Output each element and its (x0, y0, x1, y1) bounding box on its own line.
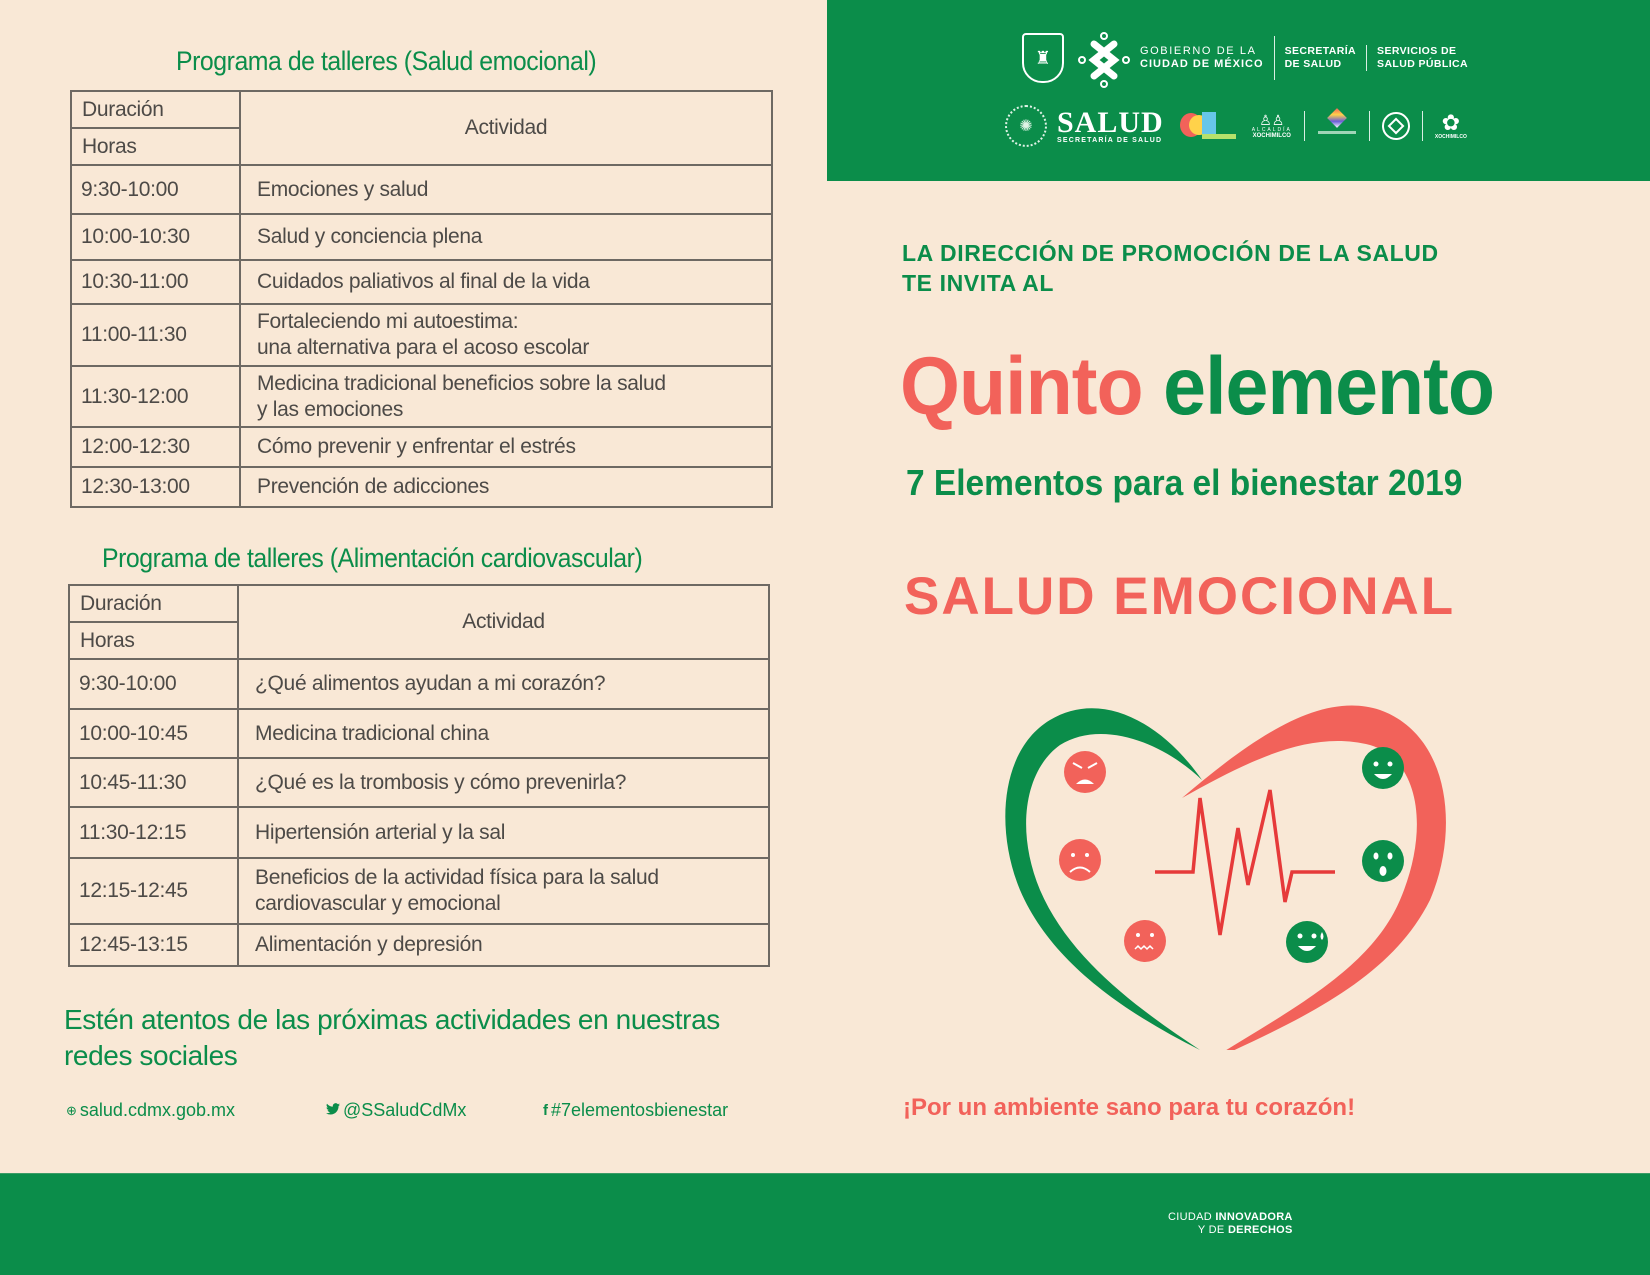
schedule-table-cardiovascular (68, 584, 770, 967)
activity-line: Prevención de adicciones (257, 475, 490, 498)
table-row (69, 659, 769, 709)
header-duration: Duración (71, 91, 240, 128)
schedule-table-emotional (70, 90, 773, 508)
activity-line: ¿Qué alimentos ayudan a mi corazón? (255, 672, 606, 695)
table-row (71, 467, 772, 507)
activity-line: Fortaleciendo mi autoestima: (257, 310, 519, 333)
table-header-row (69, 585, 769, 622)
table-row (71, 427, 772, 467)
website-label: salud.cdmx.gob.mx (79, 1100, 235, 1120)
fruit-program-logo-icon (1180, 109, 1236, 143)
twitter-link[interactable] (326, 1100, 466, 1121)
activity-line: Alimentación y depresión (255, 933, 483, 956)
facebook-hashtag: #7elementosbienestar (551, 1100, 729, 1120)
divider (1274, 36, 1275, 80)
activity-line: ¿Qué es la trombosis y cómo prevenirla? (255, 770, 627, 794)
table-row (71, 366, 772, 427)
activity-line: Cómo prevenir y enfrentar el estrés (257, 435, 576, 458)
activity-line: y las emociones (257, 397, 404, 421)
secretaria-salud-text: SECRETARÍA DE SALUD (1284, 45, 1357, 70)
heartbeat-pulse-line (1155, 790, 1335, 935)
activity-line: Salud y conciencia plena (257, 225, 483, 248)
activity-line: Medicina tradicional beneficios sobre la salud (257, 371, 666, 395)
nervous-face-icon (1124, 920, 1166, 962)
table-row (71, 165, 772, 214)
table1-title: Programa de talleres (Salud emocional) (176, 46, 597, 76)
table-row (69, 709, 769, 758)
activity-line: Medicina tradicional china (255, 721, 489, 745)
activity-cell (238, 709, 769, 758)
activity-line: Emociones y salud (257, 177, 429, 201)
alcaldia-icon: ♙♙ (1259, 112, 1285, 128)
header-logo-band (827, 0, 1650, 181)
alcaldia-xochimilco-logo: ♙♙ ALCALDÍA XOCHIMILCO (1251, 112, 1292, 139)
globe-icon: ⊕ (66, 1102, 77, 1118)
time-cell: 10:30-11:00 (71, 260, 240, 304)
table-row (71, 214, 772, 260)
heritage-city-logo-icon (1317, 111, 1357, 141)
table2-title: Programa de talleres (Alimentación cardiovascular) (102, 543, 643, 573)
divider (1369, 111, 1370, 141)
time-cell: 10:00-10:30 (71, 214, 240, 260)
activity-line: cardiovascular y emocional (255, 892, 501, 915)
time-cell: 10:00-10:45 (69, 709, 238, 758)
time-cell: 12:30-13:00 (71, 467, 240, 507)
table-row (69, 924, 769, 966)
activity-cell (240, 304, 772, 366)
time-cell: 9:30-10:00 (69, 659, 238, 709)
website-link[interactable] (66, 1100, 235, 1121)
table-row (69, 858, 769, 924)
activity-cell (238, 924, 769, 966)
divider (1304, 111, 1305, 141)
servicios-salud-text: SERVICIOS DE SALUD PÚBLICA (1377, 45, 1468, 70)
time-cell: 11:30-12:15 (69, 807, 238, 858)
activity-line: Hipertensión arterial y la sal (255, 820, 506, 844)
angry-face-icon (1064, 751, 1106, 793)
activity-line: Beneficios de la actividad física para la salud (255, 866, 659, 889)
footer-tagline: CIUDAD INNOVADORA Y DE DERECHOS (1168, 1211, 1293, 1236)
invitation-heading: LA DIRECCIÓN DE PROMOCIÓN DE LA SALUD TE INVITA AL (902, 240, 1439, 296)
activity-cell (240, 366, 772, 427)
table-row (71, 260, 772, 304)
header-hours: Horas (69, 622, 238, 659)
cdmx-shield-icon: ♜ (1022, 33, 1064, 83)
event-subtitle: 7 Elementos para el bienestar 2019 (906, 462, 1463, 503)
activity-line: Cuidados paliativos al final de la vida (257, 270, 590, 293)
activity-cell (240, 214, 772, 260)
activity-cell (238, 758, 769, 807)
time-cell: 10:45-11:30 (69, 758, 238, 807)
activity-cell (238, 659, 769, 709)
xochimilco-flower-icon: ✿ XOCHIMILCO (1434, 110, 1467, 140)
table-row (69, 758, 769, 807)
header-activity: Actividad (240, 91, 772, 165)
unesco-heritage-icon (1382, 112, 1410, 140)
header-activity: Actividad (238, 585, 769, 659)
table-header-row (71, 91, 772, 128)
footer-band (0, 1173, 1650, 1275)
activity-cell (238, 858, 769, 924)
event-title (900, 340, 1494, 434)
title-word-quinto: Quinto (900, 341, 1143, 432)
event-theme: SALUD EMOCIONAL (904, 567, 1456, 626)
divider (1422, 111, 1423, 141)
heart-emotions-illustration (990, 680, 1470, 1050)
heart-left-arc-green (1005, 708, 1202, 1050)
activity-line: una alternativa para el acoso escolar (257, 336, 590, 359)
time-cell: 11:30-12:00 (71, 366, 240, 427)
activity-cell (240, 260, 772, 304)
table-row (69, 807, 769, 858)
header-hours: Horas (71, 128, 240, 165)
cdmx-knot-logo-icon (1078, 32, 1130, 84)
table-row (71, 304, 772, 366)
divider (1366, 45, 1367, 71)
slogan: ¡Por un ambiente sano para tu corazón! (903, 1094, 1356, 1121)
header-duration: Duración (69, 585, 238, 622)
twitter-handle: @SSaludCdMx (343, 1100, 467, 1120)
surprised-face-icon (1362, 840, 1404, 882)
partner-logos (1005, 105, 1467, 147)
activity-cell (240, 467, 772, 507)
salud-logo: SALUD SECRETARÍA DE SALUD (1057, 105, 1164, 144)
heart-right-arc-coral (1182, 706, 1446, 1050)
twitter-bird-icon (326, 1103, 340, 1118)
sad-face-icon (1059, 839, 1101, 881)
activity-cell (240, 427, 772, 467)
time-cell: 12:15-12:45 (69, 858, 238, 924)
government-logos (1022, 32, 1468, 84)
happy-face-icon (1362, 747, 1404, 789)
gov-cdmx-text: GOBIERNO DE LA CIUDAD DE MÉXICO (1140, 45, 1264, 70)
title-word-elemento: elemento (1163, 341, 1495, 432)
time-cell: 11:00-11:30 (71, 304, 240, 366)
time-cell: 9:30-10:00 (71, 165, 240, 214)
facebook-icon: f (543, 1102, 548, 1119)
activity-cell (238, 807, 769, 858)
follow-message: Estén atentos de las próximas actividades en nuestras redes sociales (64, 1004, 720, 1071)
relieved-smile-face-icon (1286, 921, 1328, 963)
time-cell: 12:45-13:15 (69, 924, 238, 966)
activity-cell (240, 165, 772, 214)
mexico-seal-icon: ✺ (1005, 105, 1047, 147)
time-cell: 12:00-12:30 (71, 427, 240, 467)
facebook-link[interactable] (543, 1100, 728, 1121)
